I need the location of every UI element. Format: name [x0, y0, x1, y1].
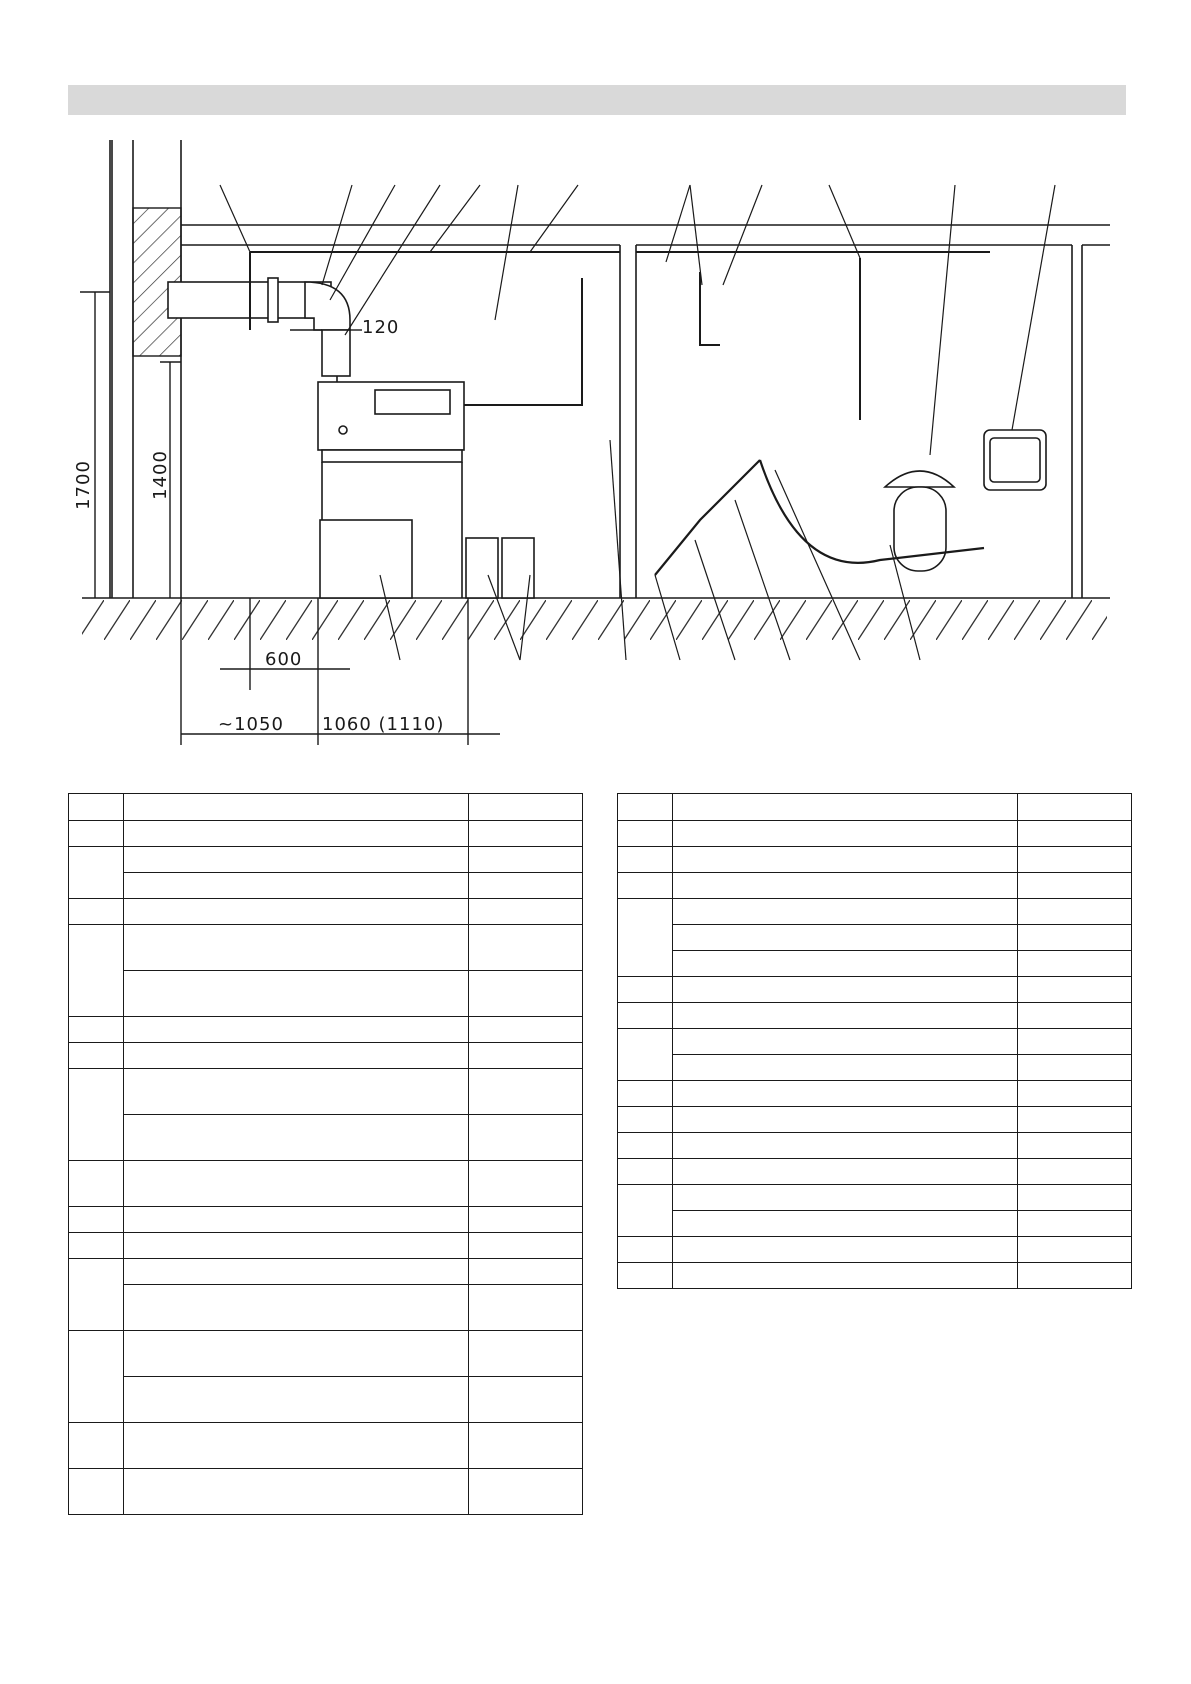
table-row	[69, 1161, 583, 1207]
parts-table-left	[68, 793, 583, 1515]
table-row	[618, 1185, 1132, 1211]
dim-1060-1110: 1060 (1110)	[322, 714, 445, 735]
dim-1400: 1400	[150, 450, 171, 500]
table-row	[69, 1233, 583, 1259]
table-row	[618, 1003, 1132, 1029]
table-row	[69, 1017, 583, 1043]
table-row	[618, 951, 1132, 977]
table-row	[618, 1107, 1132, 1133]
table-row	[618, 1263, 1132, 1289]
table-row	[69, 821, 583, 847]
table-row	[69, 873, 583, 899]
table-row	[69, 925, 583, 971]
table-row	[618, 977, 1132, 1003]
table-row	[618, 1029, 1132, 1055]
dim-120: 120	[362, 317, 400, 338]
flue-pipe	[168, 278, 350, 384]
dim-1050: ~1050	[218, 714, 284, 735]
table-row	[69, 899, 583, 925]
table-header-row	[618, 794, 1132, 821]
table-row	[69, 971, 583, 1017]
table-row	[618, 847, 1132, 873]
table-row	[618, 821, 1132, 847]
table-row	[69, 1469, 583, 1515]
dim-1700: 1700	[73, 460, 94, 510]
table-row	[69, 1331, 583, 1377]
table-row	[69, 1043, 583, 1069]
table-row	[618, 1133, 1132, 1159]
table-row	[69, 847, 583, 873]
table-row	[618, 1237, 1132, 1263]
table-row	[618, 1055, 1132, 1081]
chemical-canisters	[466, 538, 534, 598]
ground-hatch	[82, 600, 1107, 640]
machine-unit	[318, 382, 464, 598]
parts-table-right	[617, 793, 1132, 1289]
table-header-row	[69, 794, 583, 821]
table-row	[618, 1081, 1132, 1107]
table-row	[69, 1259, 583, 1285]
table-row	[618, 873, 1132, 899]
table-row	[618, 1211, 1132, 1237]
table-row	[69, 1069, 583, 1115]
dim-600: 600	[265, 649, 303, 670]
building-structure	[82, 140, 1110, 598]
table-row	[69, 1377, 583, 1423]
installation-diagram	[0, 0, 1191, 760]
table-row	[69, 1115, 583, 1161]
table-row	[618, 925, 1132, 951]
table-row	[618, 1159, 1132, 1185]
table-row	[618, 899, 1132, 925]
table-row	[69, 1285, 583, 1331]
table-row	[69, 1207, 583, 1233]
dimension-lines	[80, 292, 500, 745]
table-row	[69, 1423, 583, 1469]
